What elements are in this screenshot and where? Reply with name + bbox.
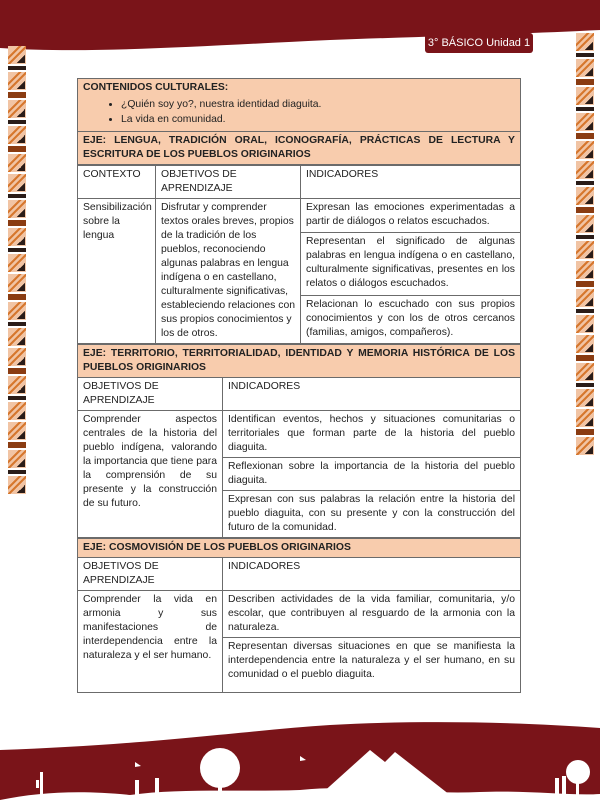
list-item: • ¿Quién soy yo?, nuestra identidad diaguita. [121,98,515,112]
header-indicadores: INDICADORES [223,558,521,591]
header-objetivos: OBJETIVOS DE APRENDIZAJE [78,558,223,591]
indicator-cell: Expresan con sus palabras la relación entre la historia del pueblo diaguita, con su presente y con la construcción del futuro de la comunidad. [223,491,521,538]
header-contexto: CONTEXTO [78,166,156,199]
indicator-cell: Representan diversas situaciones en que se manifiesta la interdependencia entre la naturaleza y el ser humano, en su comunidad o el pueblo diaguita. [223,638,521,693]
cultural-contents-title: CONTENIDOS CULTURALES: [83,82,229,93]
eje2-table [77,344,521,538]
cultural-contents-table [77,78,521,165]
decorative-border-right [576,33,594,623]
indicator-cell: Describen actividades de la vida familiar, comunitaria, y/o escolar, que contribuyen al resguardo de la armonia con la naturaleza. [223,591,521,638]
eje2-title: EJE: TERRITORIO, TERRITORIALIDAD, IDENTIDAD Y MEMORIA HISTÓRICA DE LOS PUEBLOS ORIGINARIOS [78,345,521,378]
eje1-table [77,165,521,344]
curriculum-document [77,78,521,693]
eje3-title: EJE: COSMOVISIÓN DE LOS PUEBLOS ORIGINARIOS [78,539,521,558]
objective-cell: Comprender la vida en armonia y sus manifestaciones de interdependencia entre la naturaleza y el ser humano. [78,591,223,693]
indicator-cell: Identifican eventos, hechos y situaciones comunitarias o territoriales que forman parte de la historia del pueblo diaguita. [223,411,521,458]
indicator-cell: Representan el significado de algunas palabras en lengua indígena o en castellano, culturalmente significativas, presentes en los relatos o diálogos escuchados. [301,232,521,295]
header-indicadores: INDICADORES [301,166,521,199]
decorative-border-left [8,46,26,646]
list-item: • La vida en comunidad. [121,113,515,127]
header-objetivos: OBJETIVOS DE APRENDIZAJE [156,166,301,199]
indicator-cell: Reflexionan sobre la importancia de la historia del pueblo diaguita. [223,458,521,491]
header-indicadores: INDICADORES [223,378,521,411]
context-cell: Sensibilización sobre la lengua [78,199,156,344]
indicator-cell: Relacionan lo escuchado con sus propios conocimientos y con los de otros cercanos (familias, amigos, compañeros). [301,295,521,343]
cultural-contents-cell [78,79,521,132]
objective-cell: Comprender aspectos centrales de la historia del pueblo indígena, valorando la importancia que tiene para la comprensión de su presente y la construcción de su futuro. [78,411,223,538]
header-objetivos: OBJETIVOS DE APRENDIZAJE [78,378,223,411]
cultural-contents-list [83,98,515,127]
eje1-title: EJE: LENGUA, TRADICIÓN ORAL, ICONOGRAFÍA, PRÁCTICAS DE LECTURA Y ESCRITURA DE LOS PUEBLOS ORIGINARIOS [78,132,521,165]
indicator-cell: Expresan las emociones experimentadas a partir de diálogos o relatos escuchados. [301,199,521,233]
unit-badge: 3° BÁSICO Unidad 1 [425,33,533,53]
eje3-table [77,538,521,693]
footer-landscape-illustration [0,700,600,800]
objective-cell: Disfrutar y comprender textos orales breves, propios de la tradición de los pueblos, reconociendo algunas palabras en lengua indígena o en castellano, culturalmente significativas, estableciendo relaciones con sus propios conocimientos y los de otros. [156,199,301,344]
